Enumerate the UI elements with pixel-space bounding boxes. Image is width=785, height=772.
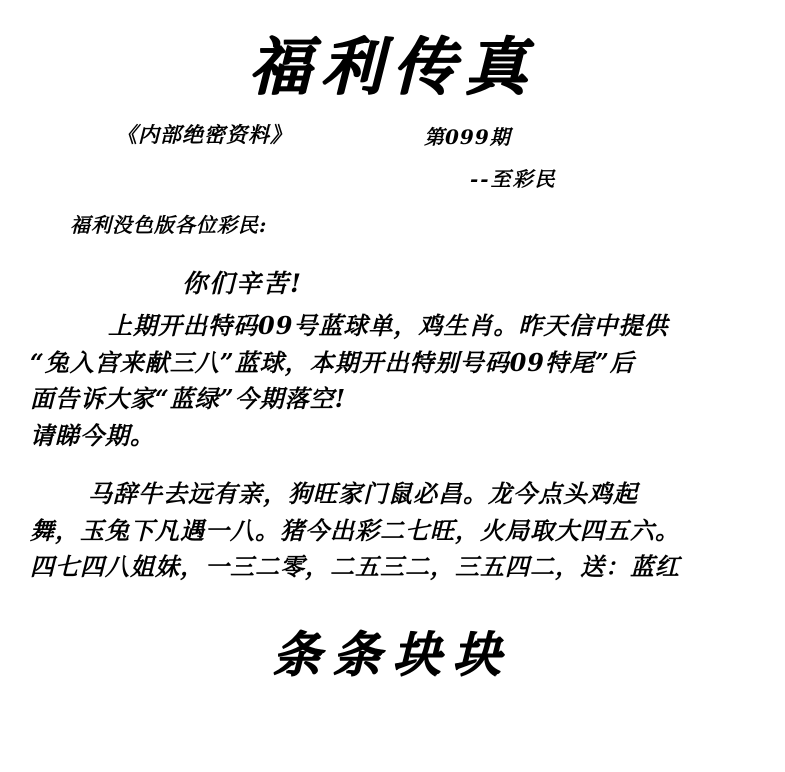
subtitle-secret-label: 《内部绝密资料》 — [116, 122, 292, 148]
issue-number: 第099期 — [424, 125, 511, 150]
paragraph-one — [0, 308, 785, 454]
paragraph-line: 马辞牛去远有亲，狗旺家门鼠必昌。龙今点头鸡起 — [88, 479, 638, 509]
cheer-line: 你们辛苦! — [182, 269, 303, 299]
paragraph-line: 面告诉大家“蓝绿”今期落空! — [30, 384, 347, 414]
sub-header-row — [0, 119, 785, 192]
footer-slogan: 条条块块 — [272, 626, 513, 683]
greeting-line: 福利没色版各位彩民: — [70, 213, 268, 238]
page-title: 福利传真 — [248, 30, 537, 103]
paragraph-line: 请睇今期。 — [30, 420, 155, 450]
paragraph-line: 舞，玉兔下凡遇一八。猪今出彩二七旺，火局取大四五六。 — [30, 515, 680, 545]
paragraph-line: 四七四八姐妹，一三二零，二五三二，三五四二，送：蓝红 — [30, 552, 680, 582]
addressee-label: --至彩民 — [470, 167, 557, 192]
paragraph-line: 上期开出特码09号蓝球单，鸡生肖。昨天信中提供 — [108, 311, 669, 341]
paragraph-line: “兔入宫来献三八”蓝球，本期开出特别号码09特尾”后 — [30, 347, 635, 377]
paragraph-two — [0, 476, 785, 585]
